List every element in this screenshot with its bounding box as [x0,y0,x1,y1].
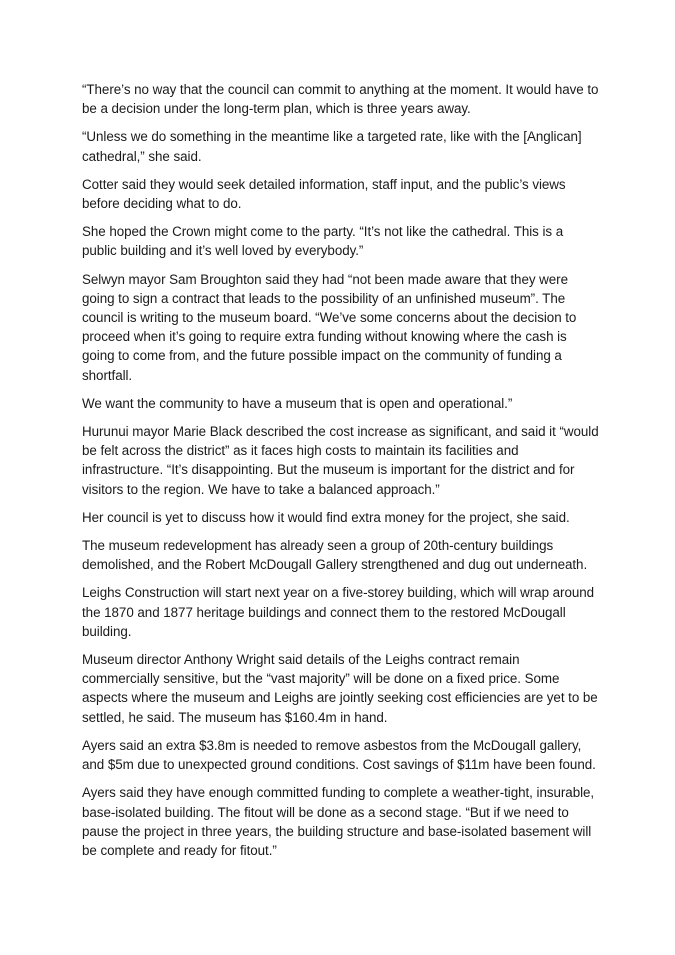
paragraph-targeted-rate: “Unless we do something in the meantime like a targeted rate, like with the [Anglican] cathedral,” she said. [82,129,582,164]
paragraph-ayers-asbestos: Ayers said an extra $3.8m is needed to remove asbestos from the McDougall gallery, and $5m due to unexpected ground conditions. Cost savings of $11m have been found. [82,737,596,773]
article-body [82,80,600,869]
paragraph-cotter: Cotter said they would seek detailed information, staff input, and the public’s views before deciding what to do. [82,176,566,212]
paragraph-council-commit: “There’s no way that the council can commit to anything at the moment. It would have to be a decision under the long-term plan, which is three years away. [82,82,599,117]
paragraph-community-museum: We want the community to have a museum that is open and operational.” [82,395,513,411]
paragraph-selwyn-mayor: Selwyn mayor Sam Broughton said they had “not been made aware that they were going to sign a contract that leads to the possibility of an unfinished museum”. The council is writing to the museum board. “We’ve some concerns about the decision to proceed when it’s going to require extra funding without knowing where the cash is going to come from, and the future possible impact on the community of funding a shortfall. [82,271,577,383]
paragraph-hurunui-mayor: Hurunui mayor Marie Black described the cost increase as significant, and said it “would be felt across the district” as it faces high costs to maintain its facilities and infrastructure. “It’s disappointing. But the museum is important for the district and for visitors to the region. We have to take a balanced approach.” [82,424,599,497]
paragraph-crown: She hoped the Crown might come to the party. “It’s not like the cathedral. This is a public building and it’s well loved by everybody.” [82,224,564,259]
paragraph-leighs-construction: Leighs Construction will start next year on a five-storey building, which will wrap around the 1870 and 1877 heritage buildings and connect them to the restored McDougall building. [82,585,595,639]
paragraph-ayers-funding: Ayers said they have enough committed funding to complete a weather-tight, insurable, base-isolated building. The fitout will be done as a second stage. “But if we need to pause the project in three years, the building structure and base-isolated basement will be complete and ready for fitout.” [82,785,595,858]
paragraph-her-council: Her council is yet to discuss how it would find extra money for the project, she said. [82,509,570,525]
paragraph-redevelopment: The museum redevelopment has already seen a group of 20th-century buildings demolished, and the Robert McDougall Gallery strengthened and dug out underneath. [82,538,588,573]
paragraph-museum-director: Museum director Anthony Wright said details of the Leighs contract remain commercially sensitive, but the “vast majority” will be done on a fixed price. Some aspects where the museum and Leighs are jointly seeking cost efficiencies are yet to be settled, he said. The museum has $160.4m in hand. [82,652,598,725]
